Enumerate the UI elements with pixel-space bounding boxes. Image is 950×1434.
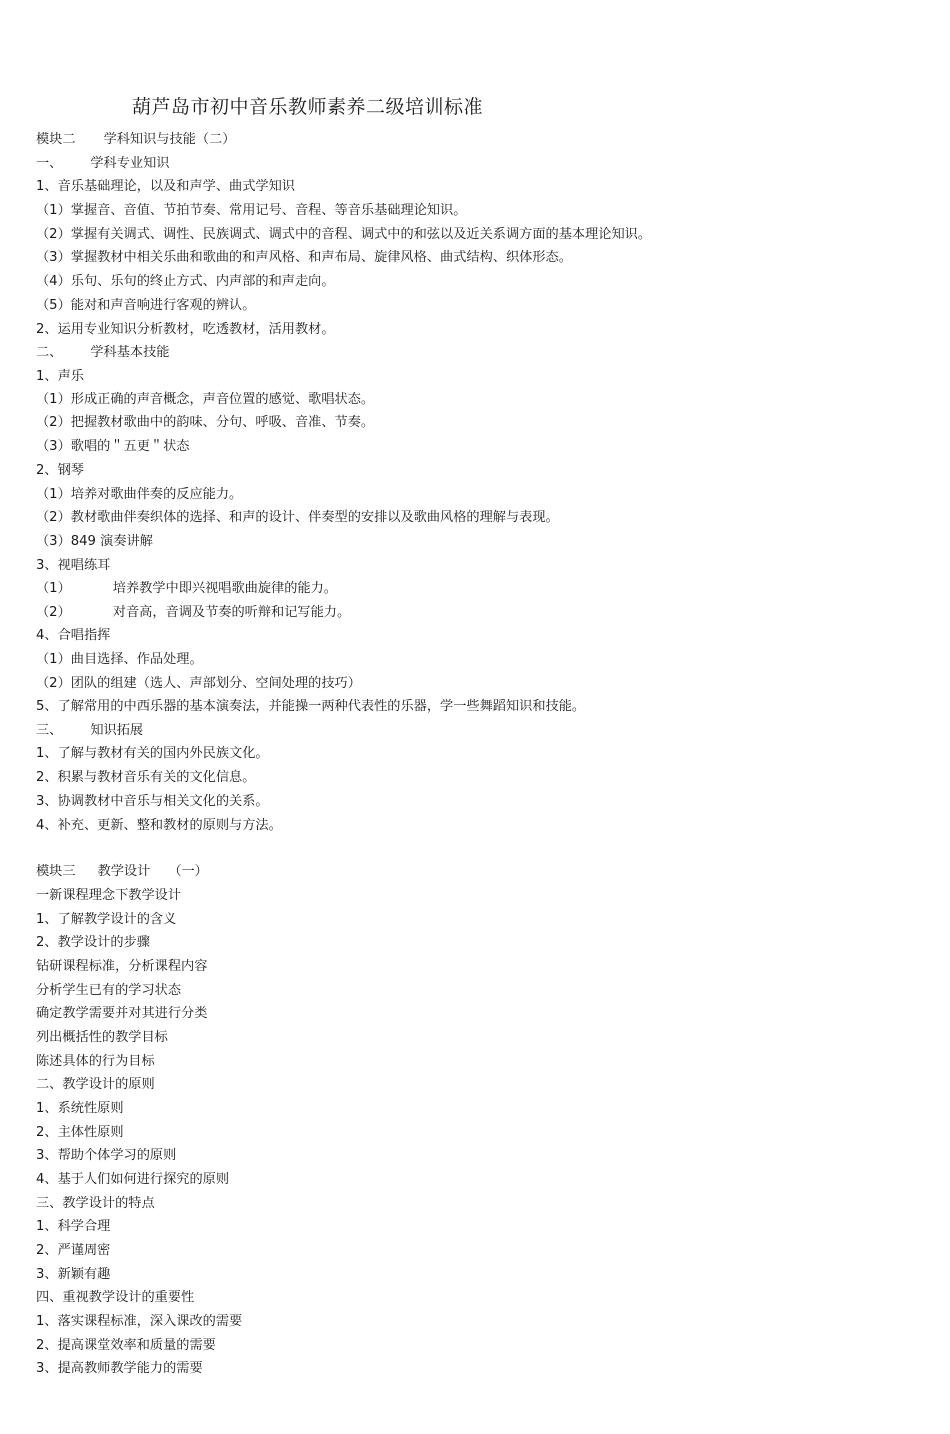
list-item: （2）掌握有关调式、调性、民族调式、调式中的音程、调式中的和弦以及近关系调方面的基本理论知识。 [36,227,652,242]
list-item: （1） 培养教学中即兴视唱歌曲旋律的能力。 [36,581,337,596]
list-item: 3、提高教师教学能力的需要 [36,1361,203,1376]
list-item: 陈述具体的行为目标 [36,1054,155,1069]
list-item: 1、科学合理 [36,1219,111,1234]
list-item: （2）团队的组建（选人、声部划分、空间处理的技巧） [36,676,361,691]
list-item: 5、了解常用的中西乐器的基本演奏法，并能操一两种代表性的乐器，学一些舞蹈知识和技能。 [36,699,586,714]
section2-title: 学科基本技能 [90,345,170,360]
list-item: 2、运用专业知识分析教材，吃透教材，活用教材。 [36,322,335,337]
list-item: 1、系统性原则 [36,1101,124,1116]
list-item: 4、补充、更新、整和教材的原则与方法。 [36,818,282,833]
list-item: 确定教学需要并对其进行分类 [36,1006,208,1021]
list-item: 2、钢琴 [36,463,84,478]
list-item: （1）曲目选择、作品处理。 [36,652,203,667]
section3-heading: 三、 知识拓展 [36,723,144,738]
list-item: 4、基于人们如何进行探究的原则 [36,1172,230,1187]
list-item: 3、新颖有趣 [36,1267,111,1282]
list-item: 2、严谨周密 [36,1243,111,1258]
list-item: 分析学生已有的学习状态 [36,983,182,998]
list-item: 2、教学设计的步骤 [36,935,150,950]
list-item: （4）乐句、乐句的终止方式、内声部的和声走向。 [36,274,335,289]
list-item: （3）歌唱的＂五更＂状态 [36,439,190,454]
list-item: （2） 对音高，音调及节奏的听辩和记写能力。 [36,605,351,620]
list-item: （1）形成正确的声音概念，声音位置的感觉、歌唱状态。 [36,392,375,407]
document-title: 葫芦岛市初中音乐教师素养二级培训标准 [132,96,484,118]
list-item: （2）把握教材歌曲中的韵味、分句、呼吸、音准、节奏。 [36,415,375,430]
list-item: 钻研课程标准，分析课程内容 [36,959,208,974]
list-item: 三、教学设计的特点 [36,1196,155,1211]
list-item: 二、教学设计的原则 [36,1077,155,1092]
section2-heading: 二、 学科基本技能 [36,345,170,360]
list-item: （3）掌握教材中相关乐曲和歌曲的和声风格、和声布局、旋律风格、曲式结构、织体形态。 [36,250,572,265]
section1-title: 学科专业知识 [90,156,170,171]
list-item: 2、主体性原则 [36,1125,124,1140]
module2-heading [36,131,235,149]
list-item: （1）培养对歌曲伴奏的反应能力。 [36,487,243,502]
list-item: （3）849 演奏讲解 [36,534,153,549]
module2-heading-text: 学科知识与技能（二） [103,132,236,147]
module3-heading: 模块三 教学设计 （一） [36,864,208,879]
list-item: 3、视唱练耳 [36,558,111,573]
module3-heading-text: 教学设计 [97,864,151,879]
list-item: 3、帮助个体学习的原则 [36,1148,177,1163]
section3-title: 知识拓展 [90,723,144,738]
list-item: 一新课程理念下教学设计 [36,888,182,903]
list-item: 1、了解与教材有关的国内外民族文化。 [36,746,269,761]
list-item: 3、协调教材中音乐与相关文化的关系。 [36,794,269,809]
list-item: （2）教材歌曲伴奏织体的选择、和声的设计、伴奏型的安排以及歌曲风格的理解与表现。 [36,510,559,525]
section1-heading: 一、 学科专业知识 [36,156,170,171]
list-item: 1、落实课程标准，深入课改的需要 [36,1314,243,1329]
list-item: （1）掌握音、音值、节拍节奏、常用记号、音程、等音乐基础理论知识。 [36,203,467,218]
list-item: 1、音乐基础理论，以及和声学、曲式学知识 [36,179,295,194]
module2-label: 模块二 [36,132,76,147]
list-item: 4、合唱指挥 [36,628,111,643]
list-item: 2、提高课堂效率和质量的需要 [36,1338,216,1353]
list-item: 列出概括性的教学目标 [36,1030,168,1045]
list-item: 2、积累与教材音乐有关的文化信息。 [36,770,256,785]
module3-label: 模块三 [36,864,76,879]
list-item: （5）能对和声音响进行客观的辨认。 [36,298,256,313]
list-item: 1、声乐 [36,369,84,384]
list-item: 1、了解教学设计的含义 [36,912,177,927]
list-item: 四、重视教学设计的重要性 [36,1290,195,1305]
